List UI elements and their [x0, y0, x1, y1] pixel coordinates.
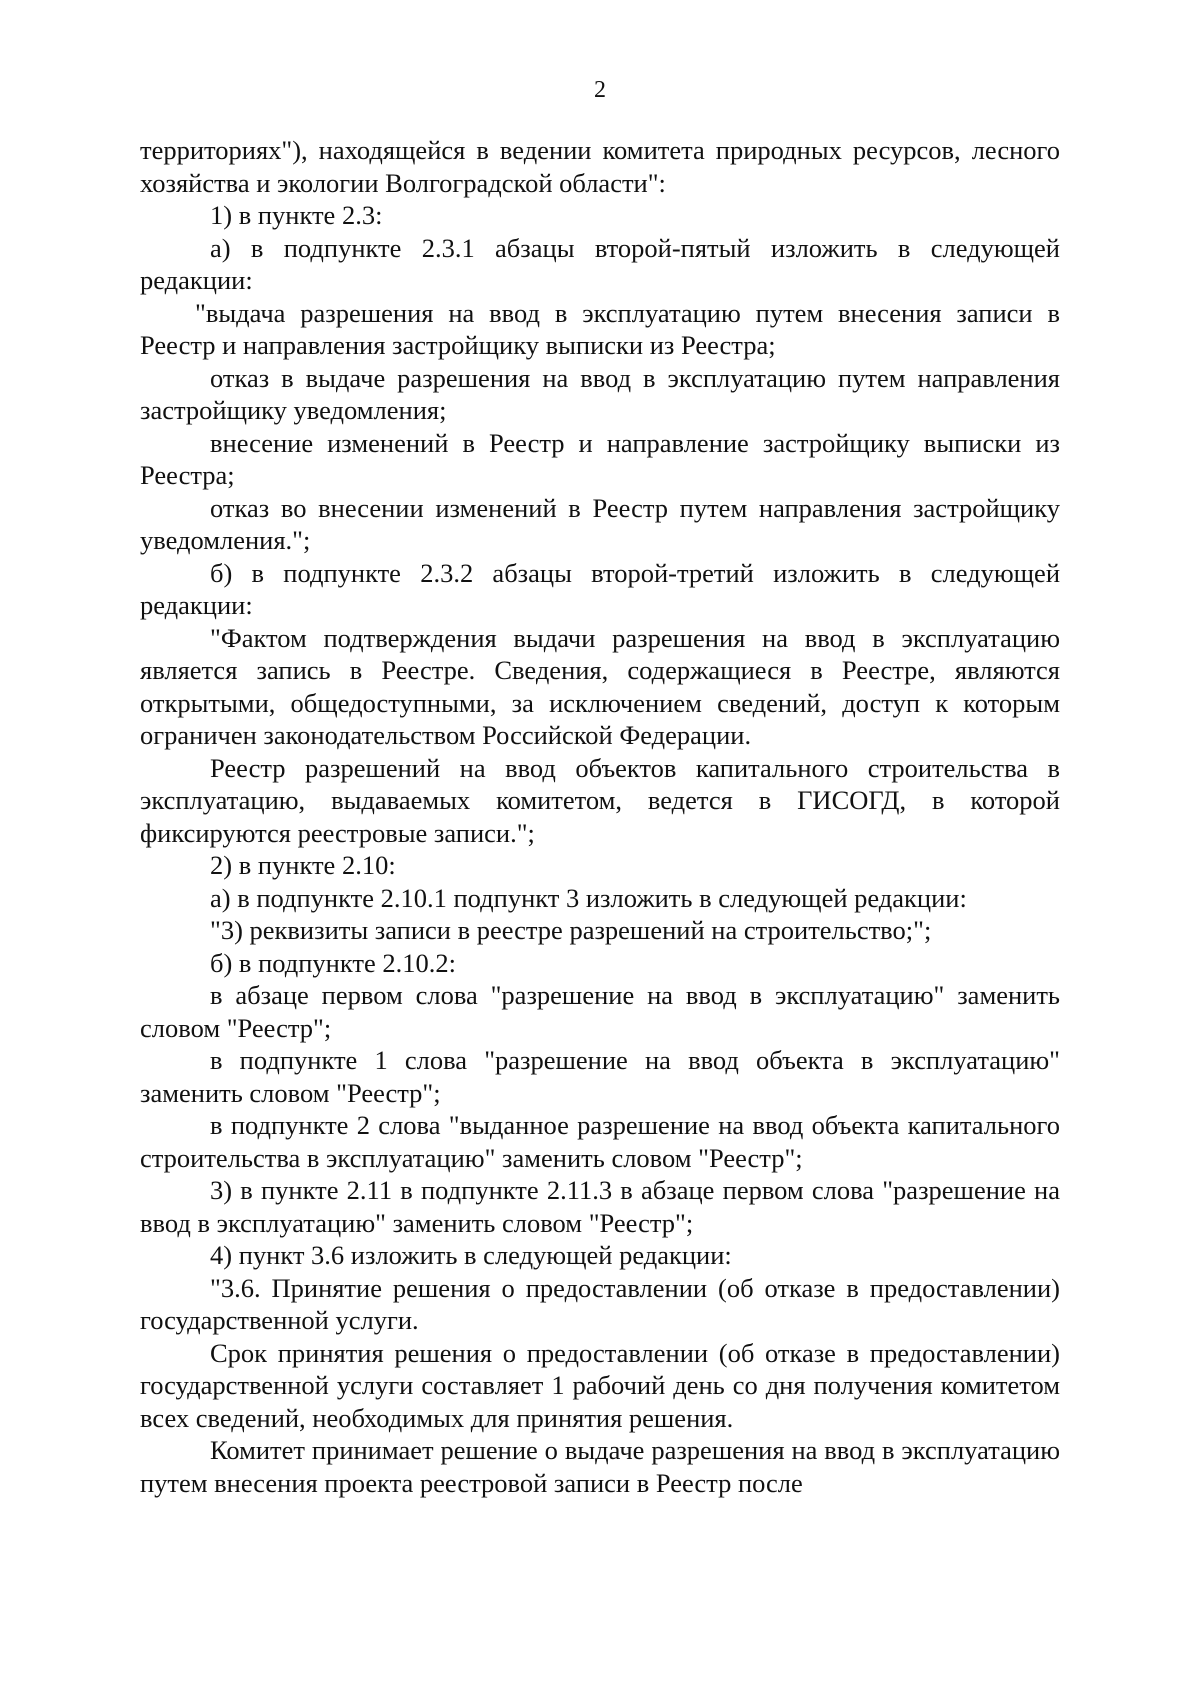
paragraph-registry: Реестр разрешений на ввод объектов капитального строительства в эксплуатацию, выдаваемых комитетом, ведется в ГИСОГД, в которой фиксируются реестровые записи."; [140, 752, 1060, 848]
paragraph-item-2: 2) в пункте 2.10: [210, 850, 396, 880]
paragraph-quote-issue: "выдача разрешения на ввод в эксплуатацию путем внесения записи в Реестр и направления застройщику выписки из Реестра; [140, 297, 1060, 360]
paragraph-committee-decision: Комитет принимает решение о выдаче разрешения на ввод в эксплуатацию путем внесения проекта реестровой записи в Реестр после [140, 1435, 1060, 1498]
paragraph-subitem-1: в подпункте 1 слова "разрешение на ввод объекта в эксплуатацию" заменить словом "Реестр"; [140, 1045, 1060, 1108]
paragraph-item-2a: а) в подпункте 2.10.1 подпункт 3 изложить в следующей редакции: [210, 882, 967, 913]
document-body [140, 134, 1060, 1499]
paragraph-fact: "Фактом подтверждения выдачи разрешения на ввод в эксплуатацию является запись в Реестре. Сведения, содержащиеся в Реестре, являются открытыми, общедоступными, за исключением сведений, доступ к которым ограничен законодательством Российской Федерации. [140, 622, 1060, 750]
paragraph-abzac-first: в абзаце первом слова "разрешение на ввод в эксплуатацию" заменить словом "Реестр"; [140, 980, 1060, 1043]
paragraph-item-3: 3) в пункте 2.11 в подпункте 2.11.3 в абзаце первом слова "разрешение на ввод в эксплуатацию" заменить словом "Реестр"; [140, 1175, 1060, 1238]
paragraph-refusal: отказ в выдаче разрешения на ввод в эксплуатацию путем направления застройщику уведомления; [140, 362, 1060, 425]
paragraph-continuation: территориях"), находящейся в ведении комитета природных ресурсов, лесного хозяйства и экологии Волгоградской области": [140, 135, 1060, 198]
paragraph-item-1: 1) в пункте 2.3: [210, 200, 383, 230]
paragraph-term: Срок принятия решения о предоставлении (об отказе в предоставлении) государственной услуги составляет 1 рабочий день со дня получения комитетом всех сведений, необходимых для принятия решения. [140, 1337, 1060, 1433]
page-number: 2 [594, 77, 606, 103]
paragraph-item-2b: б) в подпункте 2.10.2: [210, 947, 456, 978]
paragraph-refusal-changes: отказ во внесении изменений в Реестр путем направления застройщику уведомления."; [140, 492, 1060, 555]
paragraph-item-4: 4) пункт 3.6 изложить в следующей редакции: [210, 1240, 732, 1270]
paragraph-changes: внесение изменений в Реестр и направление застройщику выписки из Реестра; [140, 427, 1060, 490]
paragraph-subitem-2: в подпункте 2 слова "выданное разрешение на ввод объекта капитального строительства в эксплуатацию" заменить словом "Реестр"; [140, 1110, 1060, 1173]
paragraph-quote-3-6: "3.6. Принятие решения о предоставлении (об отказе в предоставлении) государственной услуги. [140, 1272, 1060, 1335]
paragraph-item-1a: а) в подпункте 2.3.1 абзацы второй-пятый изложить в следующей редакции: [140, 232, 1060, 295]
paragraph-quote-3: "3) реквизиты записи в реестре разрешений на строительство;"; [210, 915, 932, 945]
paragraph-item-1b: б) в подпункте 2.3.2 абзацы второй-третий изложить в следующей редакции: [140, 557, 1060, 620]
